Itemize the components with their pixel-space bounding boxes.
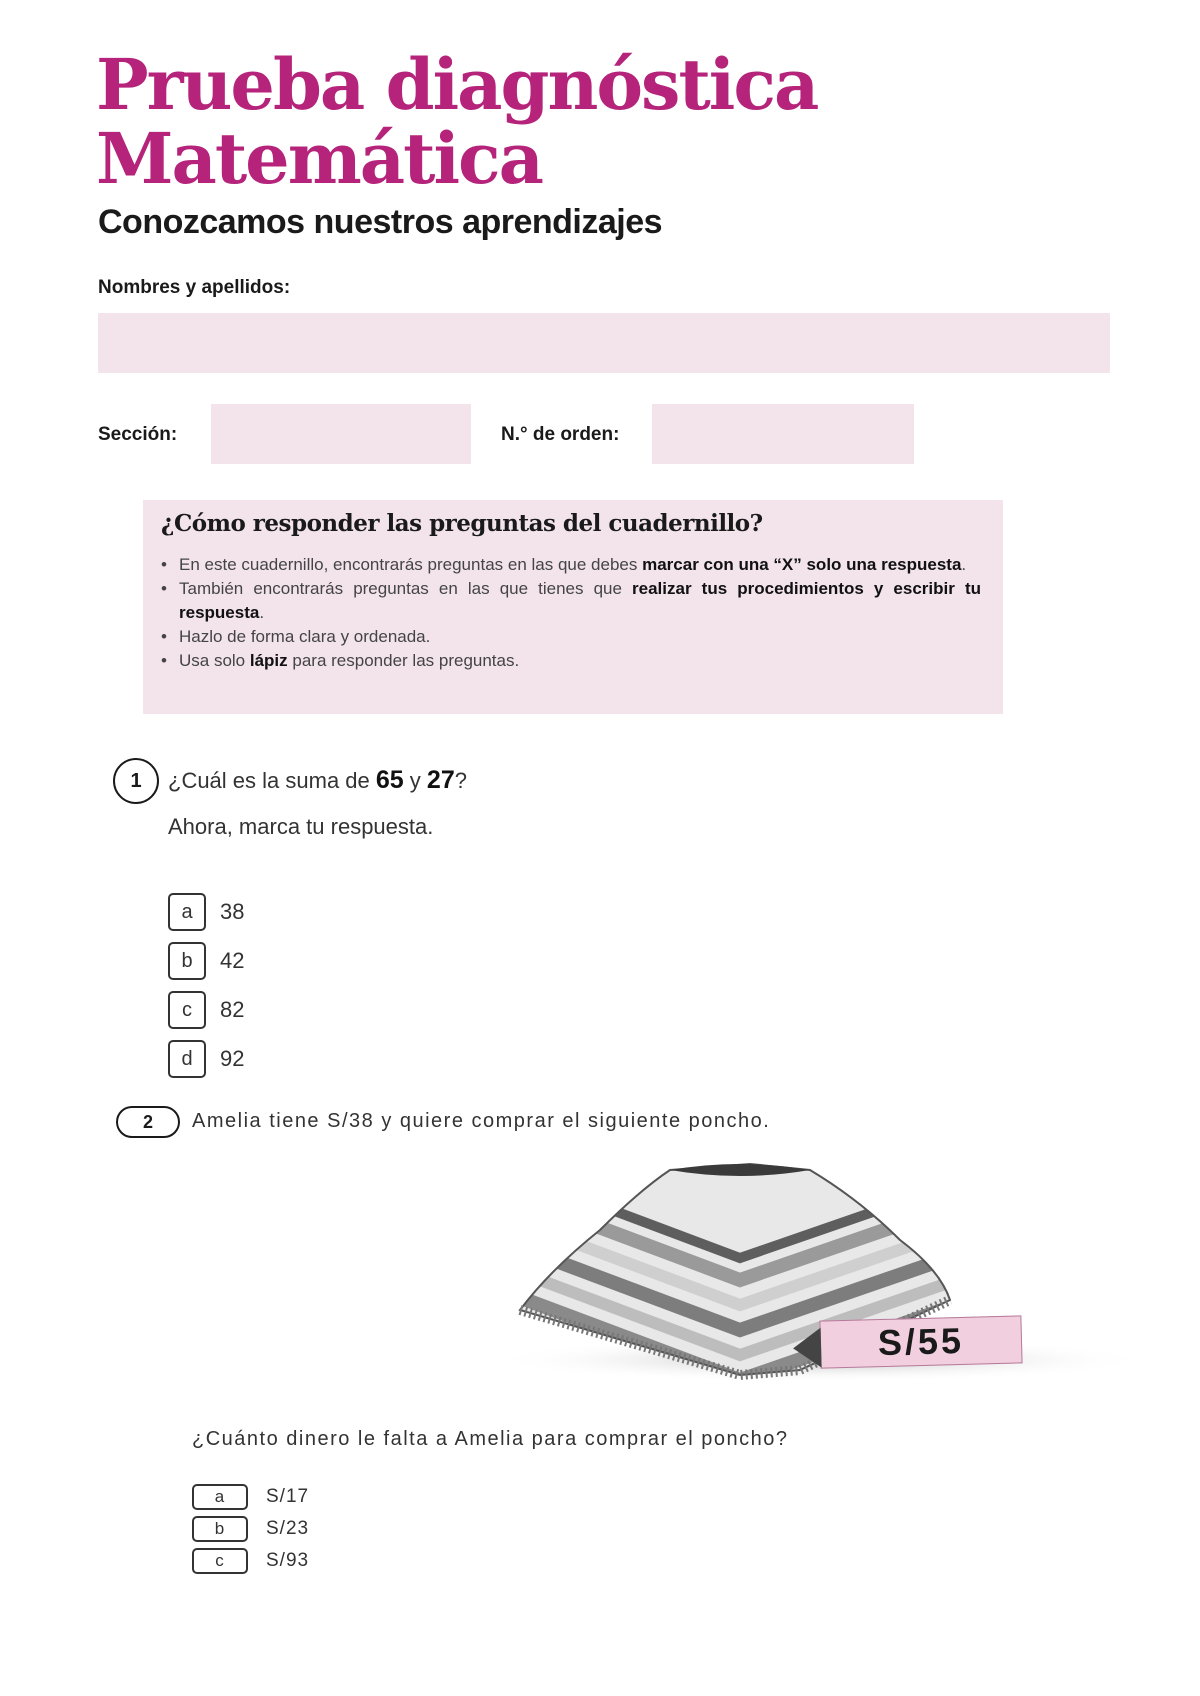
q2-option-b[interactable] [192, 1516, 309, 1542]
title-line-2: Matemática [96, 117, 543, 200]
q1-text-pre: ¿Cuál es la suma de [168, 768, 376, 793]
instruction-text: . [259, 603, 265, 622]
page-subtitle: Conozcamos nuestros aprendizajes [98, 203, 663, 241]
q1-text-mid: y [403, 768, 427, 793]
name-label: Nombres y apellidos: [98, 277, 291, 298]
question-1-prompt: Ahora, marca tu respuesta. [168, 814, 434, 839]
q1-option-b[interactable] [168, 942, 244, 980]
poncho-illustration-icon [440, 1160, 1140, 1390]
price-tag: S/55 [819, 1315, 1022, 1368]
instruction-item [161, 625, 981, 649]
q1-option-d[interactable] [168, 1040, 244, 1078]
q1-number-b: 27 [426, 766, 455, 794]
option-value: S/93 [266, 1550, 310, 1571]
instruction-text: . [961, 555, 967, 574]
option-value: 92 [220, 1046, 245, 1071]
option-letter-box[interactable]: a [168, 893, 206, 931]
q2-option-a[interactable] [192, 1484, 309, 1510]
question-1-number: 1 [113, 758, 159, 804]
section-field[interactable] [211, 404, 471, 464]
page-title [96, 43, 818, 200]
instruction-bold: realizar tus procedimientos y escribir tu respuesta [179, 579, 981, 622]
instruction-bold: lápiz [249, 651, 288, 670]
section-label: Sección: [98, 424, 178, 445]
instruction-text: para responder las preguntas. [287, 651, 520, 670]
option-letter-box[interactable]: d [168, 1040, 206, 1078]
title-line-1: Prueba diagnóstica [96, 43, 818, 126]
q1-text-post: ? [454, 768, 467, 793]
q2-option-c[interactable] [192, 1548, 309, 1574]
instruction-text: También encontrarás preguntas en las que tienes que [179, 579, 633, 598]
question-2-number: 2 [116, 1106, 180, 1138]
question-2-question: ¿Cuánto dinero le falta a Amelia para comprar el poncho? [192, 1428, 789, 1450]
option-value: 42 [220, 948, 245, 973]
option-value: S/17 [266, 1486, 310, 1507]
option-value: 38 [220, 899, 245, 924]
q1-number-a: 65 [375, 766, 404, 794]
instruction-bold: marcar con una “X” solo una respuesta [642, 555, 962, 574]
option-letter-box[interactable]: c [192, 1548, 248, 1574]
option-value: 82 [220, 997, 245, 1022]
instructions-title: ¿Cómo responder las preguntas del cuadernillo? [161, 510, 763, 537]
instruction-item [161, 649, 981, 673]
option-letter-box[interactable]: a [192, 1484, 248, 1510]
instructions-box [143, 500, 1003, 714]
option-value: S/23 [266, 1518, 310, 1539]
q1-option-c[interactable] [168, 991, 244, 1029]
instruction-text: Usa solo [179, 651, 250, 670]
instruction-item [161, 577, 981, 625]
instruction-text: Hazlo de forma clara y ordenada. [179, 627, 431, 646]
instructions-list [161, 553, 981, 673]
order-field[interactable] [652, 404, 914, 464]
question-2-text: Amelia tiene S/38 y quiere comprar el siguiente poncho. [192, 1110, 771, 1132]
option-letter-box[interactable]: c [168, 991, 206, 1029]
option-letter-box[interactable]: b [168, 942, 206, 980]
q1-option-a[interactable] [168, 893, 244, 931]
option-letter-box[interactable]: b [192, 1516, 248, 1542]
question-1-text [168, 766, 467, 795]
order-label: N.° de orden: [501, 424, 620, 445]
name-field[interactable] [98, 313, 1110, 373]
instruction-text: En este cuadernillo, encontrarás preguntas en las que debes [179, 555, 643, 574]
instruction-item [161, 553, 981, 577]
